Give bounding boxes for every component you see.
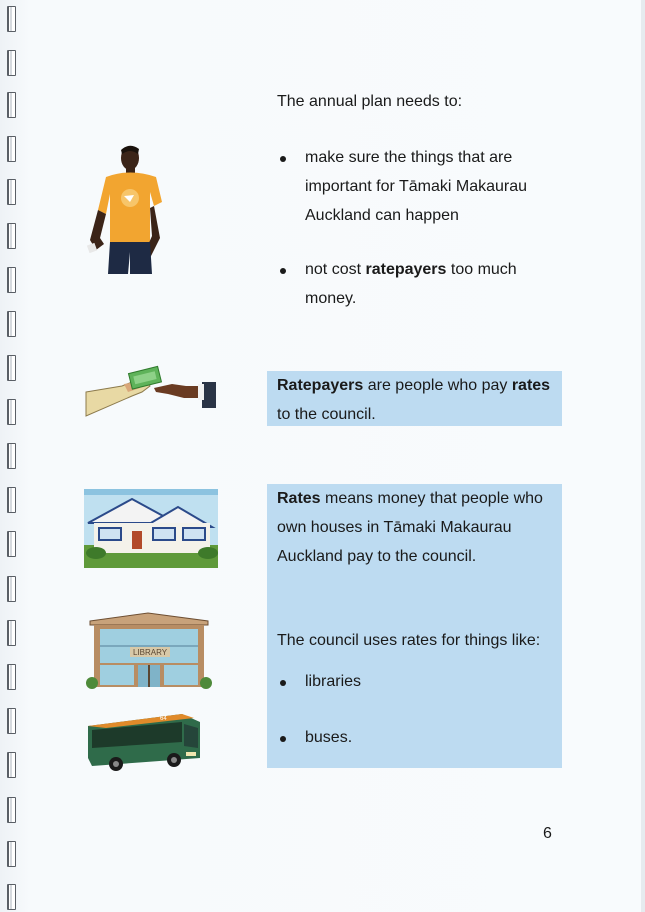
binding-ring — [7, 50, 16, 76]
binding-ring — [7, 311, 16, 337]
binding-ring — [7, 179, 16, 205]
bus-number: 64 — [160, 716, 167, 722]
rates-box-term: Rates — [277, 490, 321, 507]
use-item-text: libraries — [305, 673, 362, 690]
binding-ring — [7, 355, 16, 381]
rates-uses-intro: The council uses rates for things like: — [277, 632, 541, 649]
ratepayers-definition-box — [267, 371, 562, 426]
rates-term: rates — [511, 377, 551, 394]
binding-ring — [7, 797, 16, 823]
binding-ring — [7, 576, 16, 602]
rates-definition — [277, 484, 552, 584]
binding-ring — [7, 267, 16, 293]
binding-ring — [7, 92, 16, 118]
use-item-text: buses. — [305, 729, 353, 746]
need-text-end: too much money. — [305, 261, 517, 307]
list-item — [277, 143, 537, 230]
bus-illustration — [86, 708, 204, 776]
money-hands-illustration — [84, 364, 220, 418]
binding-ring — [7, 487, 16, 513]
binding-ring — [7, 443, 16, 469]
binding-ring — [7, 6, 16, 32]
list-item — [277, 667, 552, 723]
ratepayers-text: are people who pay — [363, 377, 512, 394]
list-item — [277, 255, 537, 313]
rates-definition-text: means money that people who own houses in Tāmaki Makaurau Auckland pay to the council. — [277, 490, 543, 565]
binding-ring — [7, 708, 16, 734]
binding-ring — [7, 664, 16, 690]
ratepayers-text-end: to the council. — [277, 406, 376, 423]
rates-definition-box — [267, 484, 562, 768]
need-text: make sure the things that are important for Tāmaki Makaurau Auckland can happen — [305, 149, 528, 224]
page-number: 6 — [543, 825, 552, 842]
bullet — [280, 736, 286, 742]
need-bold-term: ratepayers — [365, 261, 447, 278]
house-illustration — [84, 489, 218, 568]
list-item — [277, 723, 552, 752]
needs-list — [277, 143, 537, 230]
binding-ring — [7, 136, 16, 162]
binding-ring — [7, 399, 16, 425]
need-text: not cost — [305, 261, 366, 278]
ratepayers-term: Ratepayers — [277, 377, 364, 394]
library-illustration — [86, 609, 212, 691]
binding-ring — [7, 620, 16, 646]
binding-ring — [7, 841, 16, 867]
man-illustration — [86, 140, 164, 276]
rates-uses-list — [277, 667, 552, 752]
bullet — [280, 680, 286, 686]
spiral-binding — [3, 0, 21, 912]
binding-ring — [7, 752, 16, 778]
page-edge — [641, 0, 645, 912]
binding-ring — [7, 884, 16, 910]
library-sign: LIBRARY — [132, 648, 168, 657]
needs-list-2 — [277, 255, 537, 313]
binding-ring — [7, 223, 16, 249]
binding-ring — [7, 531, 16, 557]
intro-text: The annual plan needs to: — [277, 93, 463, 110]
